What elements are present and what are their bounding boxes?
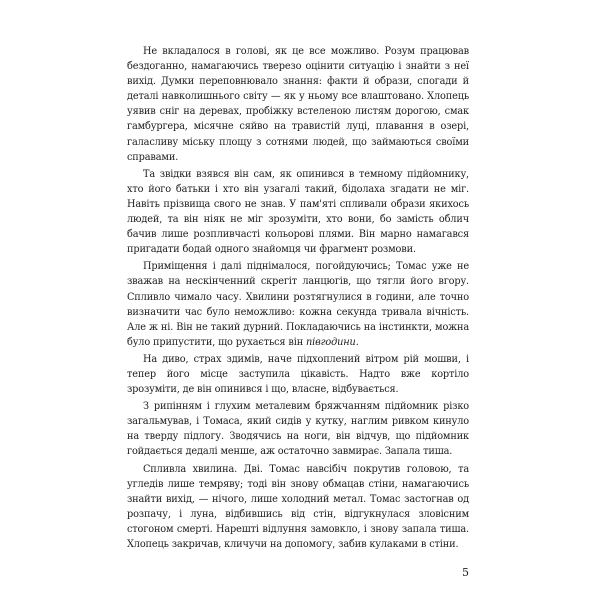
paragraph-4-text: На диво, страх здимів, наче підхоплений вітром рій мошви, і тепер його місце заступила цікавість. Надто вже кортіло зрозуміти, де він опинився і що, власне, відбувається. <box>127 353 469 396</box>
body-text <box>127 44 469 554</box>
paragraph-3-emphasis: півгодини <box>306 336 356 348</box>
paragraph-1-text: Не вкладалося в голові, як це все можливо. Розум працював бездоганно, намагаючись тверезо оцінити ситуацію і знайти з неї вихід. Думки переповнювало знання: факти й образи, спогади й деталі навколишнього світу — як у ньому все влаштовано. Хлопець уявив сніг на деревах, пробіжку встеленою листям дорогою, смак гамбургера, місячне сяйво на травистій луці, плавання в озері, галасливу міську площу з сотнями людей, що займаються своїми справами. <box>127 46 469 163</box>
paragraph-1 <box>127 44 469 165</box>
paragraph-4 <box>127 352 469 397</box>
page-number: 5 <box>462 566 469 579</box>
paragraph-6-text: Спливла хвилина. Дві. Томас навсібіч покрутив головою, та угледів лише темряву; тоді він знову обмацав стіни, намагаючись знайти вихід, — нічого, лише холодний метал. Томас застогнав од розпачу, і луна, відбившись від стін, відгукнулася зловісним стогоном смерті. Нарешті відлуння замовкло, і знову запала тиша. Хлопець закричав, кличучи на допомогу, забив кулаками в стіни. <box>127 463 469 550</box>
paragraph-3-text: Приміщення і далі піднімалося, погойдуючись; Томас уже не зважав на нескінченний скрегіт ланцюгів, що тягли його вгору. Спливло чимало часу. Хвилини розтягнулися в години, але точно визначити час було неможливо: кожна секунда тривала вічність. Але ж ні. Він не такий дурний. Покладаючись на інстинкти, можна було припустити, що рухається він <box>127 261 469 348</box>
paragraph-5-text: З рипінням і глухим металевим бряжчанням підйомник різко загальмував, і Томаса, який сидів у кутку, наглим ривком кинуло на тверду підлогу. Зводячись на ноги, він відчув, що підйомник гойдається дедалі менше, аж остаточно завмирає. Запала тиша. <box>127 401 469 458</box>
paragraph-3 <box>127 259 469 350</box>
paragraph-5 <box>127 399 469 459</box>
paragraph-3-end: . <box>355 336 359 348</box>
paragraph-2-text: Та звідки взявся він сам, як опинився в темному підйомнику, хто його батьки і хто він узагалі такий, бідолаха згадати не міг. Навіть прізвища свого не знав. У пам'яті спливали образи якихось людей, та він ніяк не міг зрозуміти, хто вони, бо замість облич бачив лише розпливчасті кольорові плями. Він марно намагався пригадати бодай одного знайомця чи фрагмент розмови. <box>127 168 469 256</box>
paragraph-6 <box>127 462 469 553</box>
paragraph-2 <box>127 167 469 258</box>
